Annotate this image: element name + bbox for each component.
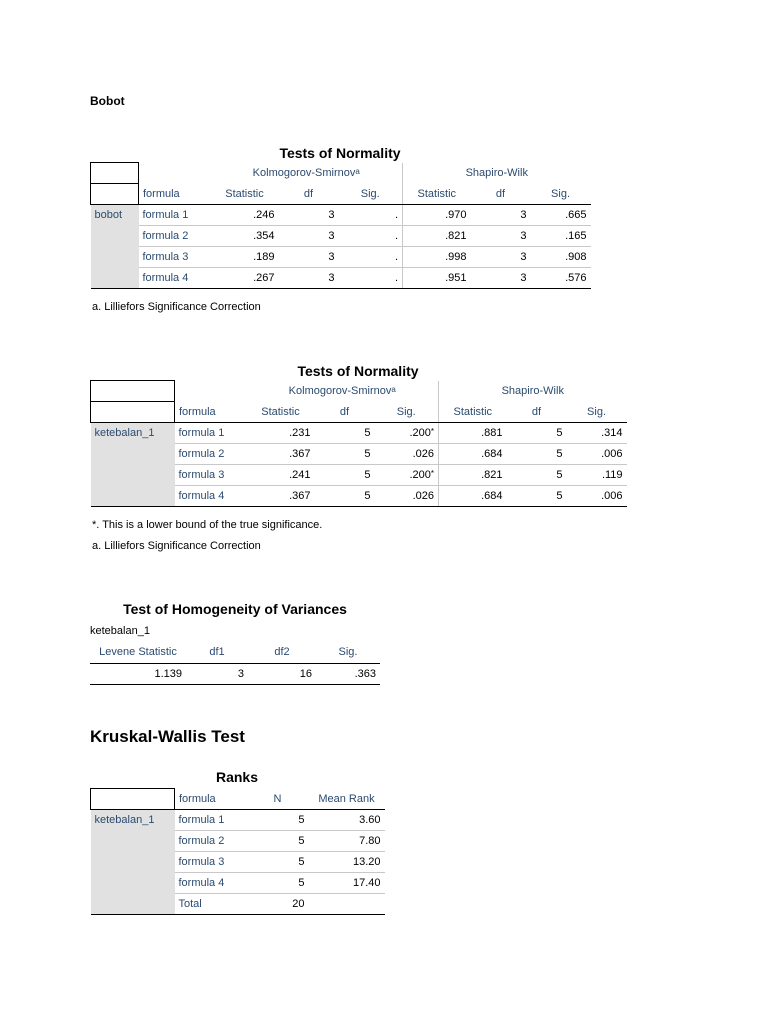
formula-label: formula 1 [175,810,247,831]
sw-group-header: Shapiro-Wilk [465,167,528,179]
col-ks-sig: Sig. [339,184,403,205]
ks-statistic: .367 [247,486,315,507]
col-df2: df2 [248,642,316,663]
sw-sig: .165 [531,226,591,247]
sw-df: 3 [471,268,531,289]
ks-group-header: Kolmogorov-Smirnov$^a$ [247,381,439,402]
sw-sig: .006 [567,444,627,465]
ks-statistic: .241 [247,465,315,486]
n-value: 5 [247,852,309,873]
sw-df: 5 [507,465,567,486]
col-formula: formula [139,184,211,205]
ks-sig: . [339,247,403,268]
total-n: 20 [247,894,309,915]
ks-statistic: .246 [211,205,279,226]
homogeneity-table [90,642,380,685]
corner-cell [91,381,175,402]
ks-group-header: Kolmogorov-Smirnov$^a$ [211,163,403,184]
sw-df: 5 [507,423,567,444]
normality2-title: Tests of Normality [297,363,419,379]
formula-label: formula 1 [139,205,211,226]
n-value: 5 [247,873,309,894]
formula-label: formula 4 [175,873,247,894]
corner-cell [91,789,175,810]
formula-label: formula 3 [139,247,211,268]
kruskal-heading: Kruskal-Wallis Test [90,727,245,746]
table-row [91,247,591,268]
sw-group-header: Shapiro-Wilk [501,385,564,397]
ks-sig: .200* [375,465,439,486]
sw-sig: .006 [567,486,627,507]
ks-statistic: .189 [211,247,279,268]
sw-statistic: .951 [403,268,471,289]
total-label: Total [175,894,247,915]
ranks-title: Ranks [215,769,259,785]
table-row [90,663,380,684]
total-mean-rank [309,894,385,915]
ks-sig: . [339,205,403,226]
col-sw-statistic: Statistic [439,402,507,423]
col-ks-statistic: Statistic [247,402,315,423]
homogeneity-title: Test of Homogeneity of Variances [123,601,347,617]
footnote-lilliefors: a. Lilliefors Significance Correction [92,540,261,552]
ks-statistic: .267 [211,268,279,289]
sw-statistic: .684 [439,444,507,465]
ks-df: 3 [279,205,339,226]
footnote-lower-bound: *. This is a lower bound of the true significance. [92,519,323,531]
ks-sig: . [339,226,403,247]
ks-df: 5 [315,486,375,507]
ks-df: 3 [279,268,339,289]
corner-cell [91,402,175,423]
footnote-lilliefors: a. Lilliefors Significance Correction [92,301,261,313]
col-formula: formula [175,789,247,810]
table-row [91,810,385,831]
col-ks-df: df [279,184,339,205]
page-heading: Bobot [90,94,125,108]
ks-df: 5 [315,423,375,444]
sw-sig: .314 [567,423,627,444]
col-df1: df1 [186,642,248,663]
sw-sig: .908 [531,247,591,268]
mean-rank-value: 3.60 [309,810,385,831]
sw-statistic: .881 [439,423,507,444]
ks-df: 3 [279,226,339,247]
mean-rank-value: 17.40 [309,873,385,894]
sw-statistic: .821 [439,465,507,486]
ks-df: 5 [315,465,375,486]
formula-label: formula 4 [175,486,247,507]
ranks-table [90,788,385,915]
col-sw-sig: Sig. [531,184,591,205]
col-ks-df: df [315,402,375,423]
formula-label: formula 3 [175,465,247,486]
col-ks-statistic: Statistic [211,184,279,205]
col-ks-sig: Sig. [375,402,439,423]
n-value: 5 [247,810,309,831]
sw-df: 3 [471,205,531,226]
col-levene: Levene Statistic [90,642,186,663]
sw-sig: .119 [567,465,627,486]
corner-cell [91,184,139,205]
normality1-table [90,162,591,289]
formula-label: formula 3 [175,852,247,873]
ks-sig: .026 [375,444,439,465]
ks-df: 5 [315,444,375,465]
table-row [91,423,627,444]
table-row [91,268,591,289]
ks-statistic: .231 [247,423,315,444]
formula-label: formula 1 [175,423,247,444]
ks-statistic: .354 [211,226,279,247]
sw-sig: .665 [531,205,591,226]
corner-cell [91,163,139,184]
ks-sig: .026 [375,486,439,507]
col-mean-rank: Mean Rank [309,789,385,810]
levene-value: 1.139 [90,663,186,684]
sw-statistic: .998 [403,247,471,268]
sw-df: 3 [471,226,531,247]
row-label: ketebalan_1 [91,810,175,915]
ks-df: 3 [279,247,339,268]
df1-value: 3 [186,663,248,684]
col-formula: formula [175,402,247,423]
col-sw-statistic: Statistic [403,184,471,205]
sw-df: 5 [507,486,567,507]
normality2-table [90,380,627,507]
sw-df: 3 [471,247,531,268]
row-label: ketebalan_1 [91,423,175,507]
sw-df: 5 [507,444,567,465]
homogeneity-variable: ketebalan_1 [90,625,150,637]
sig-value: .363 [316,663,380,684]
normality1-title: Tests of Normality [279,145,401,161]
formula-label: formula 2 [139,226,211,247]
ks-sig: . [339,268,403,289]
sw-sig: .576 [531,268,591,289]
mean-rank-value: 13.20 [309,852,385,873]
ks-sig: .200* [375,423,439,444]
formula-label: formula 2 [175,831,247,852]
ks-statistic: .367 [247,444,315,465]
formula-label: formula 4 [139,268,211,289]
col-sig: Sig. [316,642,380,663]
table-row [91,205,591,226]
col-sw-sig: Sig. [567,402,627,423]
row-label: bobot [91,205,139,289]
table-row [91,226,591,247]
mean-rank-value: 7.80 [309,831,385,852]
col-sw-df: df [471,184,531,205]
sw-statistic: .970 [403,205,471,226]
sw-statistic: .684 [439,486,507,507]
n-value: 5 [247,831,309,852]
formula-label: formula 2 [175,444,247,465]
col-sw-df: df [507,402,567,423]
sw-statistic: .821 [403,226,471,247]
df2-value: 16 [248,663,316,684]
col-n: N [247,789,309,810]
